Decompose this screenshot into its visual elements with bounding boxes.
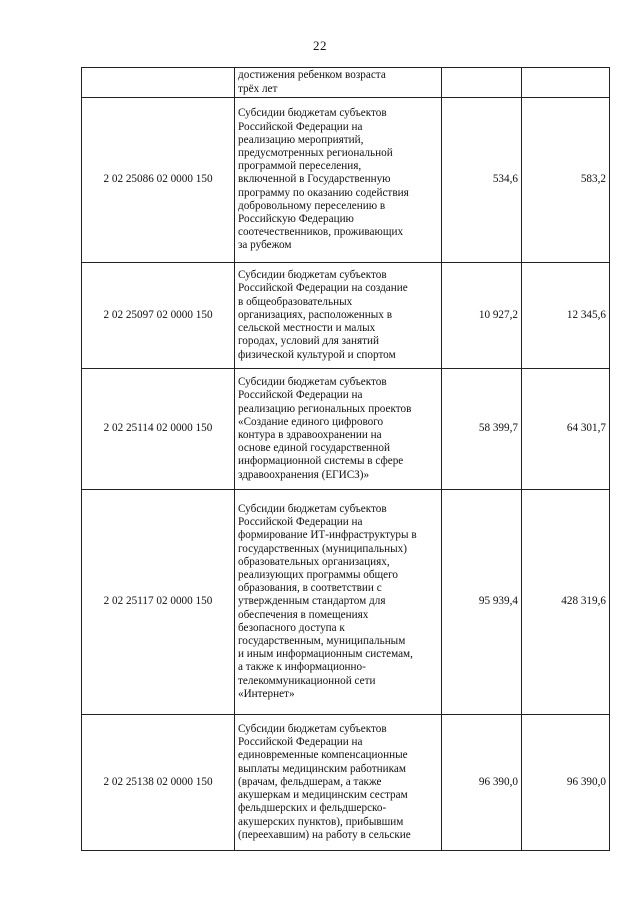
value-1-cell: 10 927,2 [442, 263, 522, 369]
table-row [82, 98, 610, 263]
value-1-cell [442, 68, 522, 98]
description-cell [235, 369, 442, 490]
budget-code-cell: 2 02 25086 02 0000 150 [82, 98, 235, 263]
value-2-cell [522, 68, 610, 98]
description-text: Субсидии бюджетам субъектов Российской Федерации на единовременные компенсационные выплаты медицинским работникам (врачам, фельдшерам, а также акушеркам и медицинским сестрам фельдшерских и фельдшерско- акушерских пунктов), прибывшим (переехавшим) на работу в сельские [238, 723, 411, 841]
description-cell [235, 490, 442, 715]
description-text: Субсидии бюджетам субъектов Российской Федерации на формирование ИТ-инфраструктуры в государственных (муниципальных) образовательных организациях, реализующих программы общего образования, в соответствии с утвержденным стандартом для обеспечения в помещениях безопасного доступа к государственным, муниципальным и иным информационным системам, а также к информационно- телекоммуникационной сети «Интернет» [238, 502, 417, 700]
value-2-cell: 428 319,6 [522, 490, 610, 715]
value-2-cell: 96 390,0 [522, 715, 610, 851]
description-text: Субсидии бюджетам субъектов Российской Федерации на реализацию региональных проектов «Создание единого цифрового контура в здравоохранении на основе единой государственной информационной системы в сфере здравоохранения (ЕГИСЗ)» [238, 376, 412, 481]
value-2-cell: 64 301,7 [522, 369, 610, 490]
value-1-cell: 58 399,7 [442, 369, 522, 490]
table-row [82, 715, 610, 851]
value-1-cell: 96 390,0 [442, 715, 522, 851]
description-text: достижения ребенком возраста трёх лет [238, 69, 386, 95]
table-row [82, 68, 610, 98]
description-cell [235, 98, 442, 263]
description-cell [235, 68, 442, 98]
table-row [82, 490, 610, 715]
table-row [82, 369, 610, 490]
description-text: Субсидии бюджетам субъектов Российской Федерации на реализацию мероприятий, предусмотренных региональной программой переселения, включенной в Государственную программу по оказанию содействия добровольному переселению в Российскую Федерацию соотечественников, проживающих за рубежом [238, 107, 409, 252]
page-number: 22 [313, 38, 327, 53]
value-1-cell: 534,6 [442, 98, 522, 263]
budget-code-cell [82, 68, 235, 98]
table-row [82, 263, 610, 369]
value-2-cell: 12 345,6 [522, 263, 610, 369]
budget-code-cell: 2 02 25097 02 0000 150 [82, 263, 235, 369]
budget-revenue-table [81, 67, 610, 851]
budget-code-cell: 2 02 25117 02 0000 150 [82, 490, 235, 715]
budget-code-cell: 2 02 25138 02 0000 150 [82, 715, 235, 851]
description-text: Субсидии бюджетам субъектов Российской Федерации на создание в общеобразовательных организациях, расположенных в сельской местности и малых городах, условий для занятий физической культурой и спортом [238, 269, 408, 361]
value-2-cell: 583,2 [522, 98, 610, 263]
description-cell [235, 263, 442, 369]
budget-code-cell: 2 02 25114 02 0000 150 [82, 369, 235, 490]
value-1-cell: 95 939,4 [442, 490, 522, 715]
description-cell [235, 715, 442, 851]
